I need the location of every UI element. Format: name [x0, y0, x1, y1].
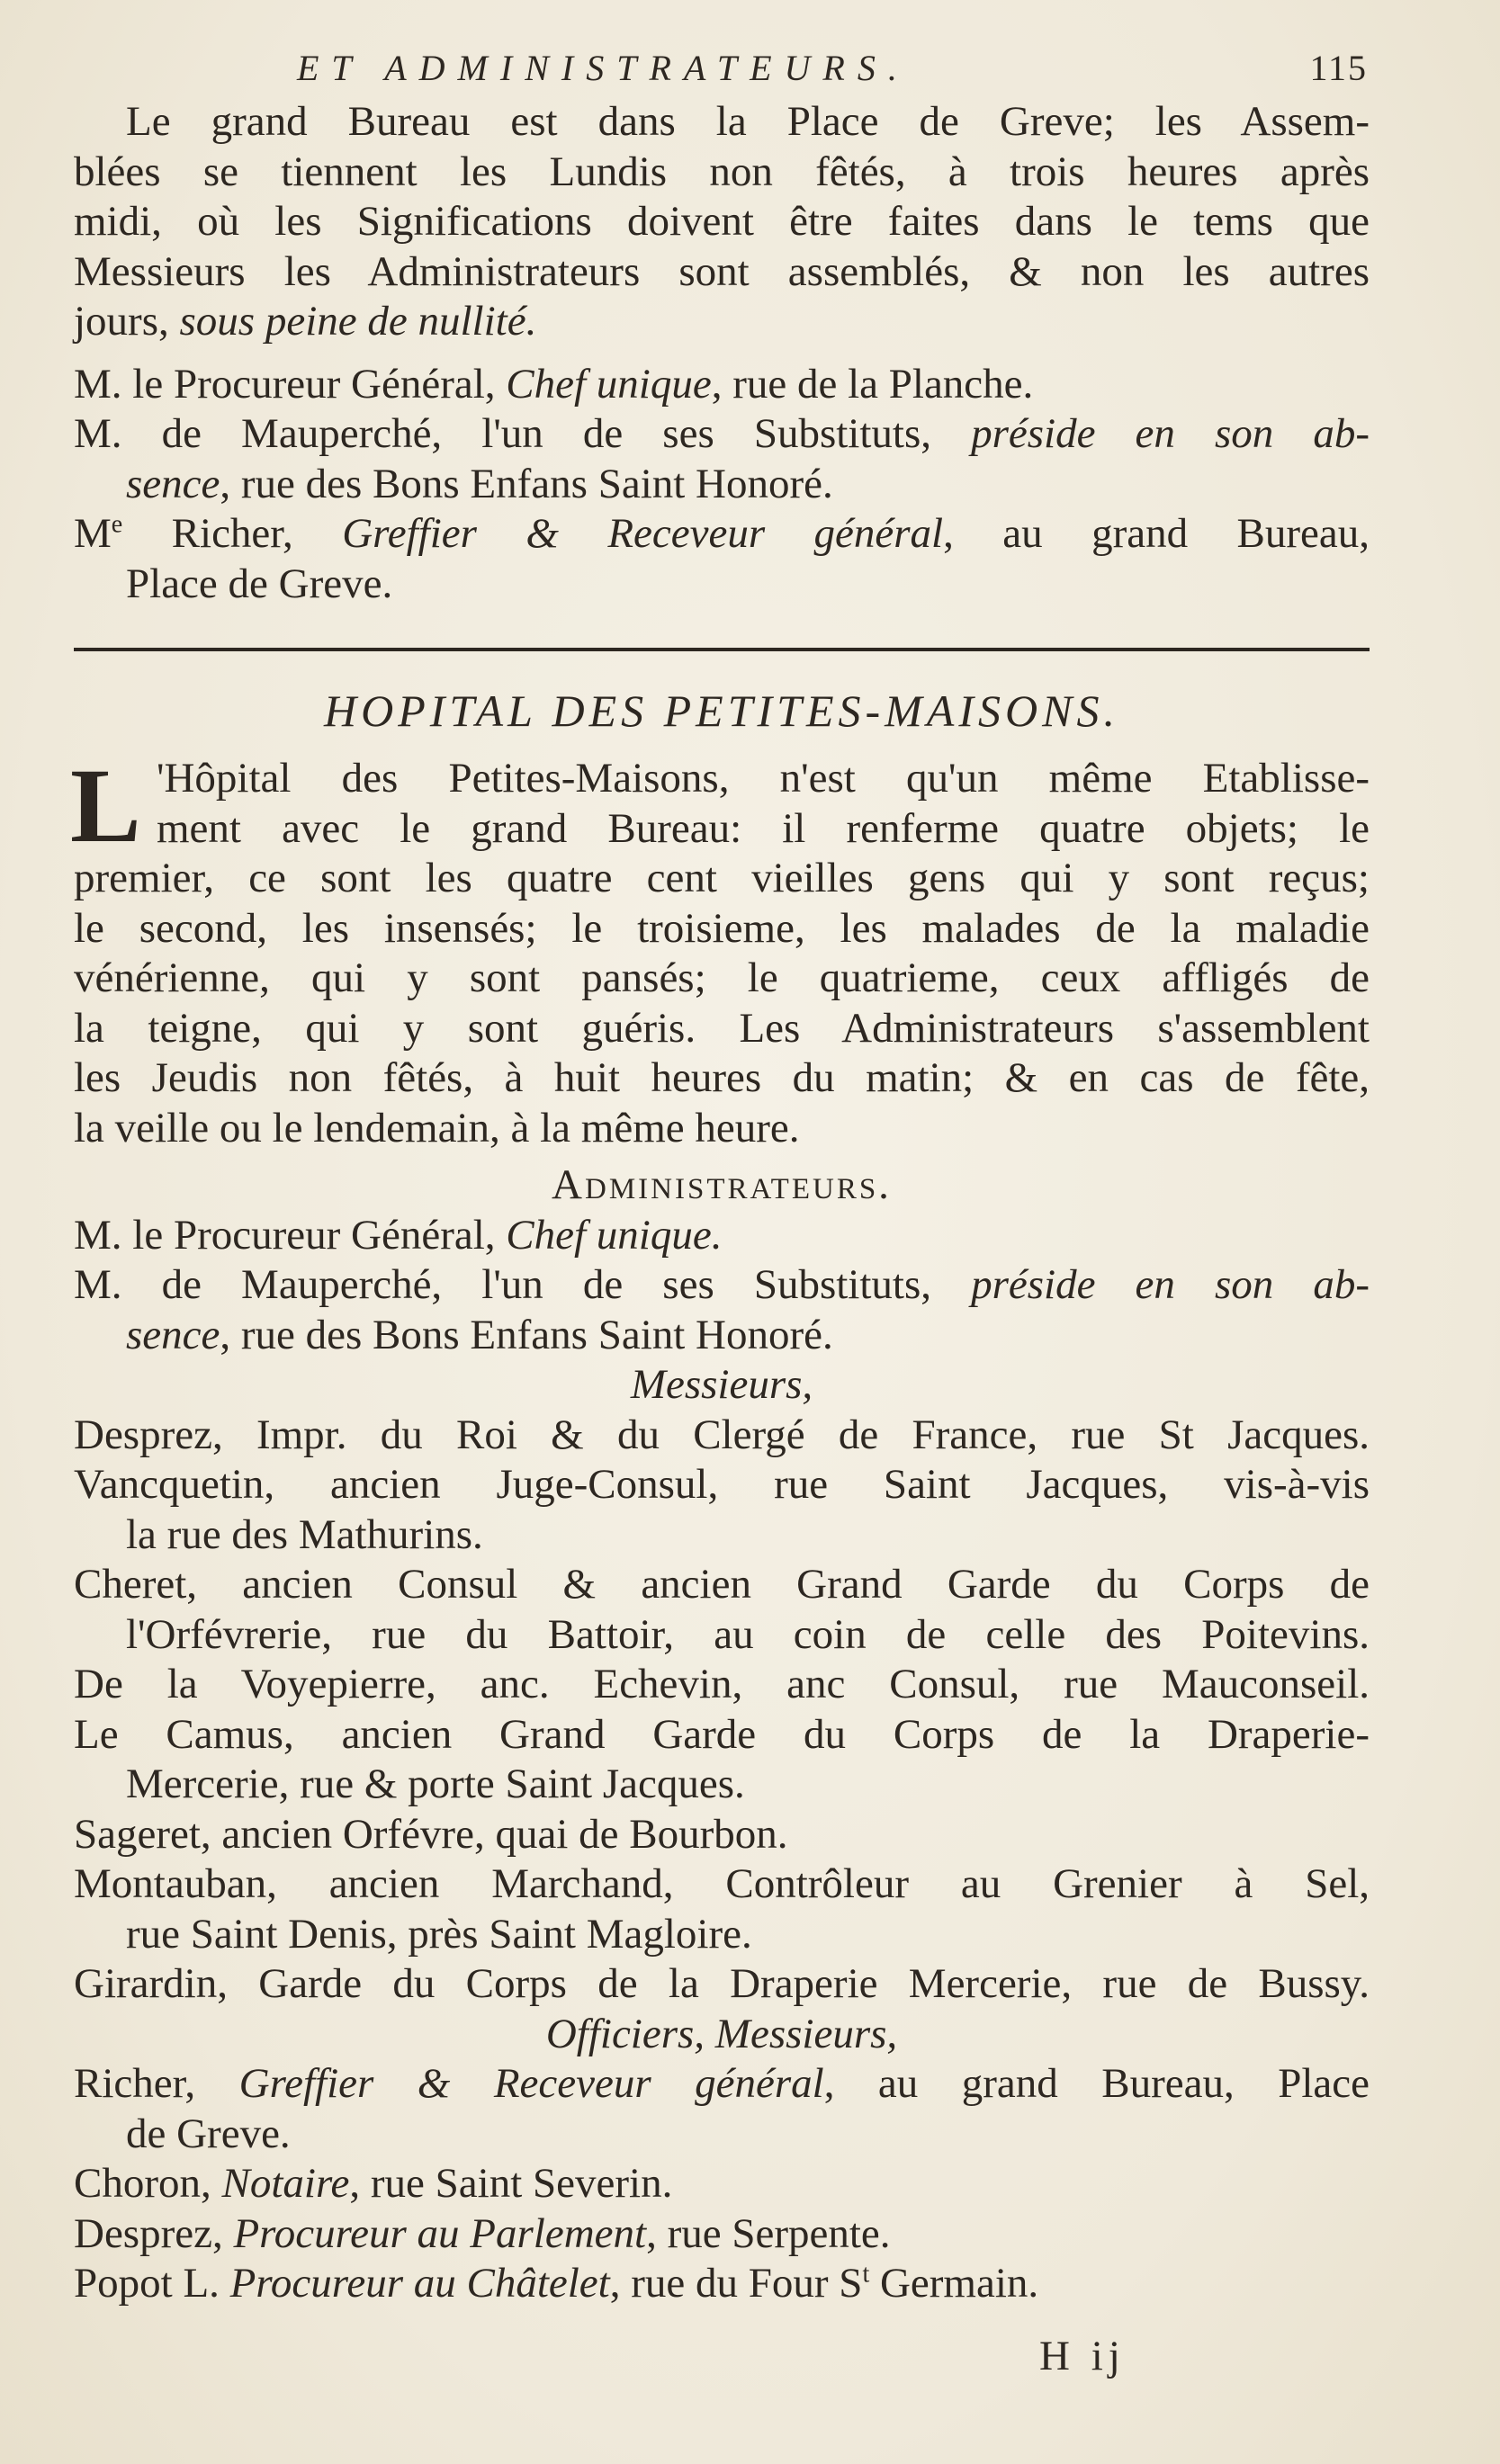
paragraph-line: premier, ce sont les quatre cent vieilles gens qui y sont reçus;: [74, 855, 1370, 901]
section-title: HOPITAL DES PETITES-MAISONS.: [324, 685, 1119, 736]
admin-role: Chef unique.: [506, 1211, 723, 1259]
intro-line: midi, où les Significations doivent être faites dans le tems que: [74, 198, 1370, 245]
admin-role: préside en son ab-: [971, 1261, 1370, 1308]
officier-line: [74, 2259, 1370, 2309]
bureau-officer-cont: [74, 460, 1370, 510]
paragraph-line: la veille ou le lendemain, à la même heure.: [74, 1104, 800, 1151]
admin-address: , rue des Bons Enfans Saint Honoré.: [220, 1311, 833, 1358]
section-divider: [74, 648, 1370, 651]
paragraph-line: vénérienne, qui y sont pansés; le quatrieme, ceux affligés de: [74, 954, 1370, 1001]
messieurs-entry-cont: Mercerie, rue & porte Saint Jacques.: [126, 1761, 745, 1807]
intro-last-text: jours,: [74, 298, 180, 345]
intro-paragraph: [74, 97, 1370, 609]
richer-cont: Place de Greve.: [126, 560, 393, 607]
officier-address-end: Germain.: [869, 2260, 1039, 2307]
page-number: 115: [1309, 48, 1368, 88]
officier-role: Procureur au Châtelet: [229, 2260, 610, 2307]
bureau-officer-line: [74, 360, 1370, 410]
officer-name: M. de Mauperché, l'un de ses Substituts,: [74, 410, 972, 457]
messieurs-entry-cont: rue Saint Denis, près Saint Magloire.: [126, 1910, 752, 1958]
officier-name: Choron,: [74, 2160, 222, 2207]
officer-role: sence: [126, 460, 220, 507]
officer-address: , rue des Bons Enfans Saint Honoré.: [220, 460, 833, 507]
drop-cap: L: [70, 747, 141, 865]
paragraph-line: ment avec le grand Bureau: il renferme quatre objets; le: [157, 804, 1370, 852]
messieurs-entry-cont: la rue des Mathurins.: [126, 1510, 483, 1558]
richer-line: [74, 509, 1370, 560]
signature-mark: H ij: [1039, 2333, 1126, 2379]
officier-address: , au grand Bureau, Place: [823, 2060, 1370, 2107]
messieurs-entry-cont: l'Orfévrerie, rue du Battoir, au coin de celle des Poitevins.: [126, 1610, 1370, 1658]
messieurs-entry: Desprez, Impr. du Roi & du Clergé de France, rue St Jacques.: [74, 1411, 1370, 1458]
admin-name: M. de Mauperché, l'un de ses Substituts,: [74, 1261, 972, 1308]
hospital-paragraph: [70, 747, 1370, 2309]
messieurs-entry: Cheret, ancien Consul & ancien Grand Garde du Corps de: [74, 1561, 1370, 1608]
intro-line: Messieurs les Administrateurs sont assemblés, & non les autres: [74, 247, 1370, 295]
paragraph-line: le second, les insensés; le troisieme, les malades de la maladie: [74, 904, 1370, 952]
richer-name: Richer,: [122, 510, 343, 557]
admin-line: [74, 1260, 1370, 1311]
messieurs-entry: Montauban, ancien Marchand, Contrôleur au Grenier à Sel,: [74, 1860, 1370, 1907]
paragraph-line: la teigne, qui y sont guéris. Les Administrateurs s'assemblent: [74, 1004, 1370, 1052]
officier-address: , rue Saint Severin.: [349, 2160, 673, 2207]
richer-sup: e: [111, 510, 123, 539]
running-head: [297, 47, 1368, 92]
admin-role: sence: [126, 1311, 220, 1358]
messieurs-entry: Sageret, ancien Orfévre, quai de Bourbon.: [74, 1810, 788, 1858]
paragraph-line: 'Hôpital des Petites-Maisons, n'est qu'un même Etablisse-: [157, 755, 1370, 802]
officier-address: , rue Serpente.: [646, 2209, 891, 2257]
officer-address: , rue de la Planche.: [711, 360, 1034, 408]
intro-line: [74, 297, 1370, 347]
messieurs-entry: Girardin, Garde du Corps de la Draperie Mercerie, rue de Bussy.: [74, 1960, 1370, 2007]
bureau-officer-line: [74, 409, 1370, 460]
running-head-title: ET ADMINISTRATEURS.: [297, 48, 910, 88]
officier-name: Richer,: [74, 2060, 239, 2107]
admin-cont: [74, 1311, 1370, 1361]
messieurs-entry: Le Camus, ancien Grand Garde du Corps de la Draperie-: [74, 1710, 1370, 1758]
intro-line: blées se tiennent les Lundis non fêtés, à trois heures après: [74, 148, 1370, 195]
officier-line: [74, 2209, 1370, 2260]
intro-last-italic: sous peine de nullité.: [179, 298, 537, 345]
messieurs-entry: Vancquetin, ancien Juge-Consul, rue Saint Jacques, vis-à-vis: [74, 1461, 1370, 1508]
officier-line: [74, 2059, 1370, 2110]
richer-prefix: M: [74, 510, 112, 557]
paragraph-line: les Jeudis non fêtés, à huit heures du matin; & en cas de fête,: [74, 1054, 1370, 1101]
officier-role: Procureur au Parlement: [233, 2209, 647, 2257]
intro-line: Le grand Bureau est dans la Place de Greve; les Assem-: [126, 98, 1370, 145]
richer-role: Greffier & Receveur général: [342, 510, 944, 557]
admin-name: M. le Procureur Général,: [74, 1211, 507, 1259]
officier-sup: t: [862, 2260, 870, 2289]
messieurs-heading: Messieurs,: [630, 1361, 813, 1408]
officier-name: Popot L.: [74, 2260, 230, 2307]
officier-role: Notaire: [221, 2160, 350, 2207]
officer-role: Chef unique: [506, 360, 712, 408]
richer-address: , au grand Bureau,: [943, 510, 1370, 557]
messieurs-entry: De la Voyepierre, anc. Echevin, anc Consul, rue Mauconseil.: [74, 1661, 1370, 1707]
officier-cont: de Greve.: [126, 2110, 291, 2157]
officier-address: , rue du Four S: [609, 2260, 863, 2307]
officer-role: préside en son ab-: [971, 410, 1370, 457]
officier-role: Greffier & Receveur général: [238, 2060, 824, 2107]
administrators-heading: Administrateurs.: [552, 1161, 892, 1208]
admin-line: [74, 1211, 1370, 1261]
officer-name: M. le Procureur Général,: [74, 360, 507, 408]
officier-line: [74, 2159, 1370, 2209]
officiers-heading: Officiers, Messieurs,: [545, 2010, 898, 2057]
officier-name: Desprez,: [74, 2209, 234, 2257]
